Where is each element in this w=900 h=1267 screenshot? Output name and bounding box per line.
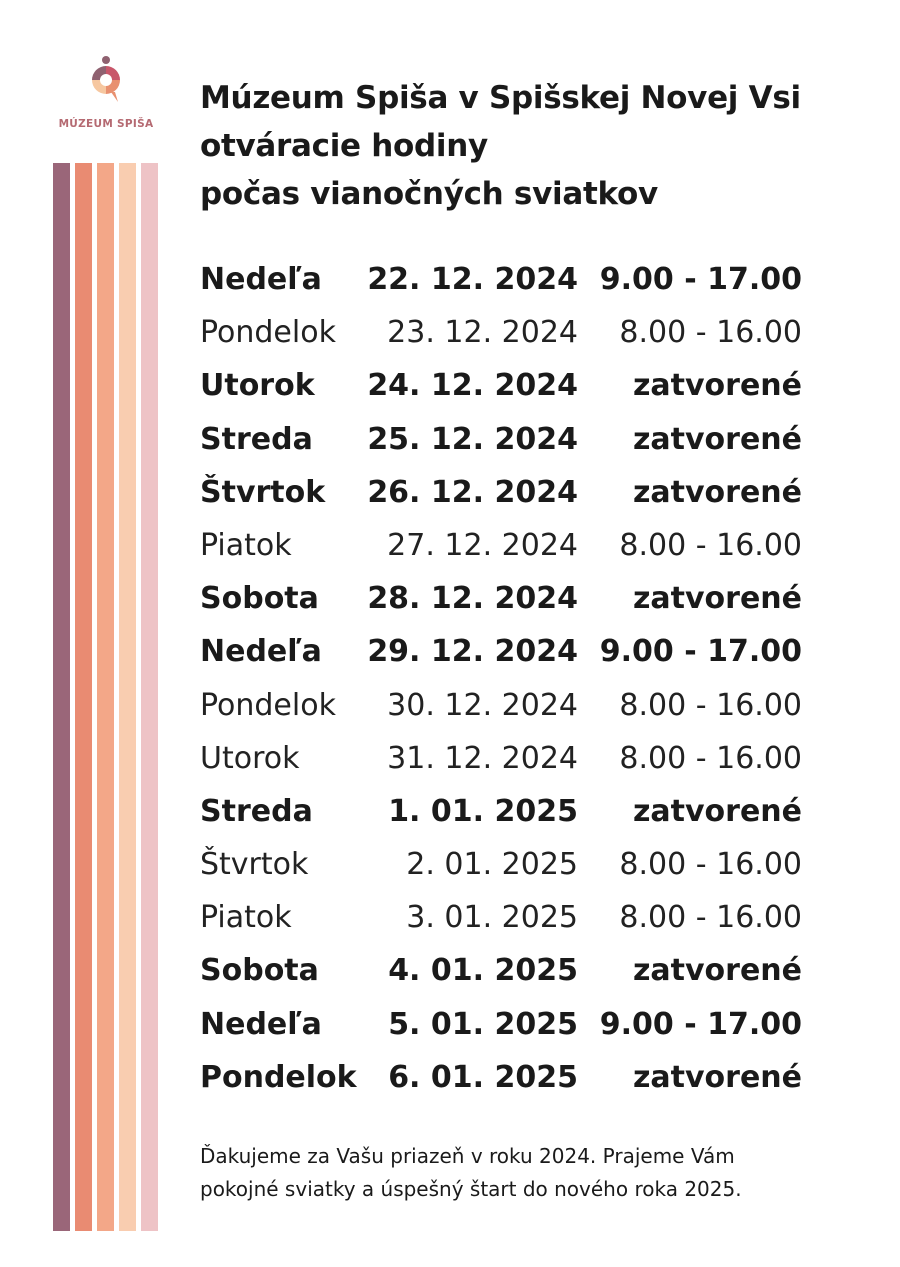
schedule-row (200, 1053, 810, 1106)
date-label: 6. 01. 2025 (388, 1059, 578, 1095)
day-label: Streda (200, 421, 313, 457)
hours-label: 9.00 - 17.00 (599, 634, 802, 670)
hours-label: 8.00 - 16.00 (619, 315, 802, 351)
day-label: Nedeľa (200, 1006, 322, 1042)
day-label: Utorok (200, 368, 315, 404)
date-label: 3. 01. 2025 (406, 900, 578, 936)
footer-line: Ďakujeme za Vašu priazeň v roku 2024. Prajeme Vám (200, 1144, 735, 1168)
schedule-row (200, 361, 810, 414)
day-label: Piatok (200, 900, 292, 936)
schedule-row (200, 627, 810, 680)
hours-label: 8.00 - 16.00 (619, 740, 802, 776)
date-label: 26. 12. 2024 (367, 474, 578, 510)
date-label: 5. 01. 2025 (388, 1006, 578, 1042)
hours-label: 8.00 - 16.00 (619, 527, 802, 563)
stripe (53, 163, 70, 1231)
date-label: 1. 01. 2025 (388, 793, 578, 829)
schedule-row (200, 308, 810, 361)
hours-label: 9.00 - 17.00 (599, 262, 802, 297)
hours-label: zatvorené (632, 474, 802, 510)
date-label: 4. 01. 2025 (388, 953, 578, 989)
schedule-row (200, 734, 810, 787)
hours-label: zatvorené (632, 953, 802, 989)
day-label: Utorok (200, 740, 300, 776)
museum-logo (54, 52, 158, 142)
schedule-row (200, 840, 810, 893)
hours-label: 8.00 - 16.00 (619, 900, 802, 936)
date-label: 27. 12. 2024 (387, 527, 578, 563)
title-line: počas vianočných sviatkov (200, 176, 658, 212)
schedule-row (200, 893, 810, 946)
date-label: 24. 12. 2024 (367, 368, 578, 404)
hours-label: zatvorené (632, 1059, 802, 1095)
day-label: Nedeľa (200, 262, 322, 297)
schedule-row (200, 521, 810, 574)
stripe (97, 163, 114, 1231)
stripe (141, 163, 158, 1231)
date-label: 25. 12. 2024 (367, 421, 578, 457)
date-label: 30. 12. 2024 (387, 687, 578, 723)
title-line: Múzeum Spiša v Spišskej Novej Vsi (200, 80, 801, 116)
day-label: Pondelok (200, 1059, 357, 1095)
day-label: Štvrtok (200, 474, 326, 510)
museum-logo-icon (81, 52, 131, 110)
schedule-row (200, 681, 810, 734)
hours-label: zatvorené (632, 368, 802, 404)
date-label: 22. 12. 2024 (367, 262, 578, 297)
schedule-row (200, 946, 810, 999)
stripe (119, 163, 136, 1231)
opening-hours-table (200, 255, 810, 1106)
date-label: 28. 12. 2024 (367, 581, 578, 617)
schedule-row (200, 255, 810, 308)
day-label: Štvrtok (200, 847, 309, 883)
page-title (200, 74, 801, 218)
schedule-row (200, 415, 810, 468)
schedule-row (200, 787, 810, 840)
day-label: Sobota (200, 953, 319, 989)
day-label: Piatok (200, 527, 292, 563)
day-label: Sobota (200, 581, 319, 617)
stripe (75, 163, 92, 1231)
day-label: Pondelok (200, 687, 336, 723)
hours-label: zatvorené (632, 581, 802, 617)
schedule-row (200, 1000, 810, 1053)
hours-label: zatvorené (632, 793, 802, 829)
footer-message (200, 1140, 840, 1206)
date-label: 29. 12. 2024 (367, 634, 578, 670)
date-label: 2. 01. 2025 (406, 847, 578, 883)
schedule-row (200, 574, 810, 627)
day-label: Pondelok (200, 315, 336, 351)
hours-label: 8.00 - 16.00 (619, 687, 802, 723)
date-label: 31. 12. 2024 (387, 740, 578, 776)
title-line: otváracie hodiny (200, 128, 488, 164)
hours-label: 8.00 - 16.00 (619, 847, 802, 883)
day-label: Streda (200, 793, 313, 829)
hours-label: zatvorené (632, 421, 802, 457)
hours-label: 9.00 - 17.00 (599, 1006, 802, 1042)
schedule-row (200, 468, 810, 521)
logo-text: MÚZEUM SPIŠA (58, 118, 154, 130)
day-label: Nedeľa (200, 634, 322, 670)
footer-line: pokojné sviatky a úspešný štart do nového roka 2025. (200, 1177, 742, 1201)
date-label: 23. 12. 2024 (387, 315, 578, 351)
